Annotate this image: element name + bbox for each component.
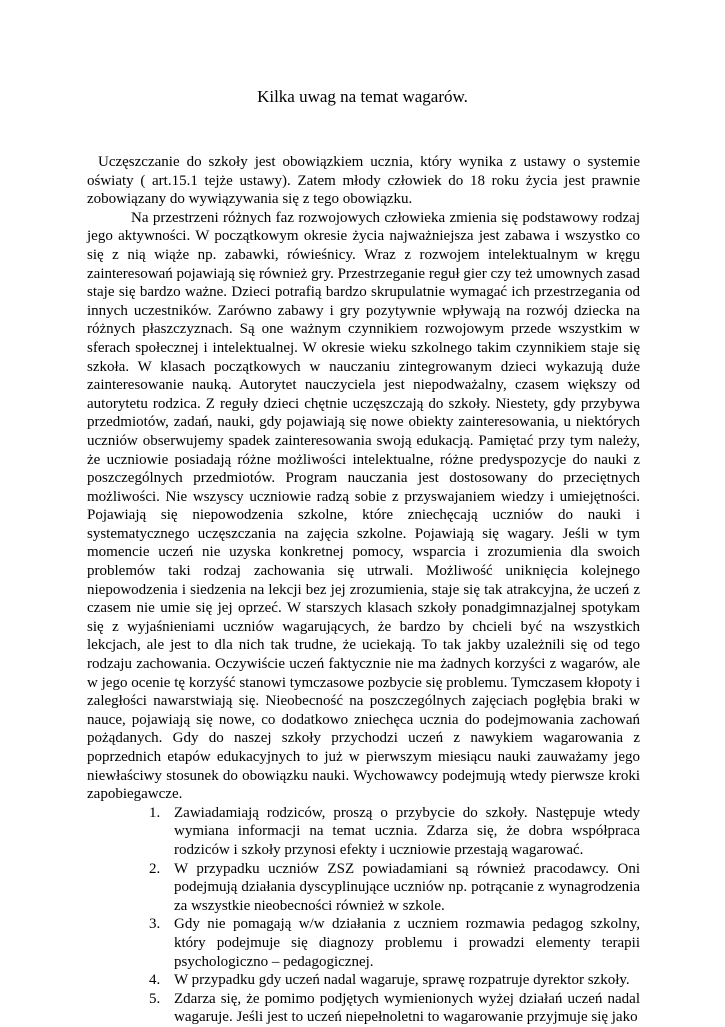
list-item	[149, 990, 640, 1027]
list-item-number: 3.	[149, 916, 161, 933]
document-title: Kilka uwag na temat wagarów.	[257, 87, 468, 106]
list-item-number: 5.	[149, 990, 161, 1007]
document-body	[87, 153, 640, 1027]
list-item-number: 2.	[149, 860, 161, 877]
list-item	[149, 860, 640, 916]
list-item-text: Gdy nie pomagają w/w działania z uczniem rozmawia pedagog szkolny, który podejmuje się diagnozy problemu i prowadzi elementy terapii psychologiczno – pedagogicznej.	[174, 916, 640, 970]
list-item-text: W przypadku uczniów ZSZ powiadamiani są również pracodawcy. Oni podejmują działania dyscyplinujące uczniów np. potrącanie z wynagrodzenia za wszystkie nieobecności również w szkole.	[174, 860, 640, 914]
list-item	[149, 915, 640, 971]
list-item-text: W przypadku gdy uczeń nadal wagaruje, sprawę rozpatruje dyrektor szkoły.	[174, 972, 630, 989]
paragraph-intro: Uczęszczanie do szkoły jest obowiązkiem ucznia, który wynika z ustawy o systemie oświaty ( art.15.1 tejże ustawy). Zatem młody człowiek do 18 roku życia jest prawnie zobowiązany do wywiązywania się z tego obowiązku.	[87, 154, 640, 208]
list-item-text: Zawiadamiają rodziców, proszą o przybycie do szkoły. Następuje wtedy wymiana informacji na temat ucznia. Zdarza się, że dobra współpraca rodziców i szkoły przynosi efekty i uczniowie przestają wagarować.	[174, 804, 640, 858]
action-list	[149, 804, 640, 1027]
list-item-number: 1.	[149, 804, 161, 821]
list-item-text: Zdarza się, że pomimo podjętych wymienionych wyżej działań uczeń nadal wagaruje. Jeśli jest to uczeń niepełnoletni to wagarowanie przyjmuje się jako	[174, 990, 640, 1026]
list-item	[149, 971, 640, 990]
list-item	[149, 804, 640, 860]
list-item-number: 4.	[149, 972, 161, 989]
paragraph-main: Na przestrzeni różnych faz rozwojowych człowieka zmienia się podstawowy rodzaj jego aktywności. W początkowym okresie życia najważniejsza jest zabawa i wszystko co się z nią wiąże np. zabawki, rówieśnicy. Wraz z rozwojem intelektualnym w kręgu zainteresowań pojawiają się również gry. Przestrzeganie reguł gier czy też umownych zasad staje się bardzo ważne. Dzieci potrafią bardzo skrupulatnie wymagać ich przestrzegania od innych uczestników. Zarówno zabawy i gry pozytywnie wpływają na rozwój dziecka na różnych płaszczyznach. Są one ważnym czynnikiem rozwojowym przede wszystkim w sferach społecznej i intelektualnej. W okresie wieku szkolnego takim czynnikiem staje się szkoła. W klasach początkowych w nauczaniu zintegrowanym dzieci wykazują duże zainteresowanie nauką. Autorytet nauczyciela jest niepodważalny, czasem większy od autorytetu rodzica. Z reguły dzieci chętnie uczęszczają do szkoły. Niestety, gdy przybywa przedmiotów, zadań, nauki, gdy pojawiają się nowe obiekty zainteresowania, u niektórych uczniów obserwujemy spadek zainteresowania swoją edukacją. Pamiętać przy tym należy, że uczniowie posiadają różne możliwości intelektualne, różne predyspozycje do nauki z poszczególnych przedmiotów. Program nauczania jest dostosowany do przeciętnych możliwości. Nie wszyscy uczniowie radzą sobie z przyswajaniem wiedzy i umiejętności. Pojawiają się niepowodzenia szkolne, które zniechęcają uczniów do nauki i systematycznego uczęszczania na zajęcia szkolne. Pojawiają się wagary. Jeśli w tym momencie uczeń nie uzyska konkretnej pomocy, wsparcia i zrozumienia dla swoich problemów taki rodzaj zachowania się utrwali. Możliwość uniknięcia kolejnego niepowodzenia i siedzenia na lekcji bez jej zrozumienia, staje się tak atrakcyjna, że uczeń z czasem nie umie się jej oprzeć. W starszych klasach szkoły ponadgimnazjalnej spotykam się z wyjaśnieniami uczniów wagarujących, że bardzo by chcieli być na wszystkich lekcjach, ale jest to dla nich tak trudne, że uciekają. To tak jakby uzależnili się od tego rodzaju zachowania. Oczywiście uczeń faktycznie nie ma żadnych korzyści z wagarów, ale w jego ocenie tę korzyść stanowi tymczasowe pozbycie się problemu. Tymczasem kłopoty i zaległości nawarstwiają się. Nieobecność na poszczególnych zajęciach pogłębia braki w nauce, pojawiają się nowe, co dodatkowo zniechęca ucznia do podejmowania zachowań pożądanych. Gdy do naszej szkoły przychodzi uczeń z nawykiem wagarowania z poprzednich etapów edukacyjnych to już w pierwszym miesiącu nauki zauważamy jego niewłaściwy stosunek do obowiązku nauki. Wychowawcy podejmują wtedy pierwsze kroki zapobiegawcze.	[87, 209, 640, 803]
